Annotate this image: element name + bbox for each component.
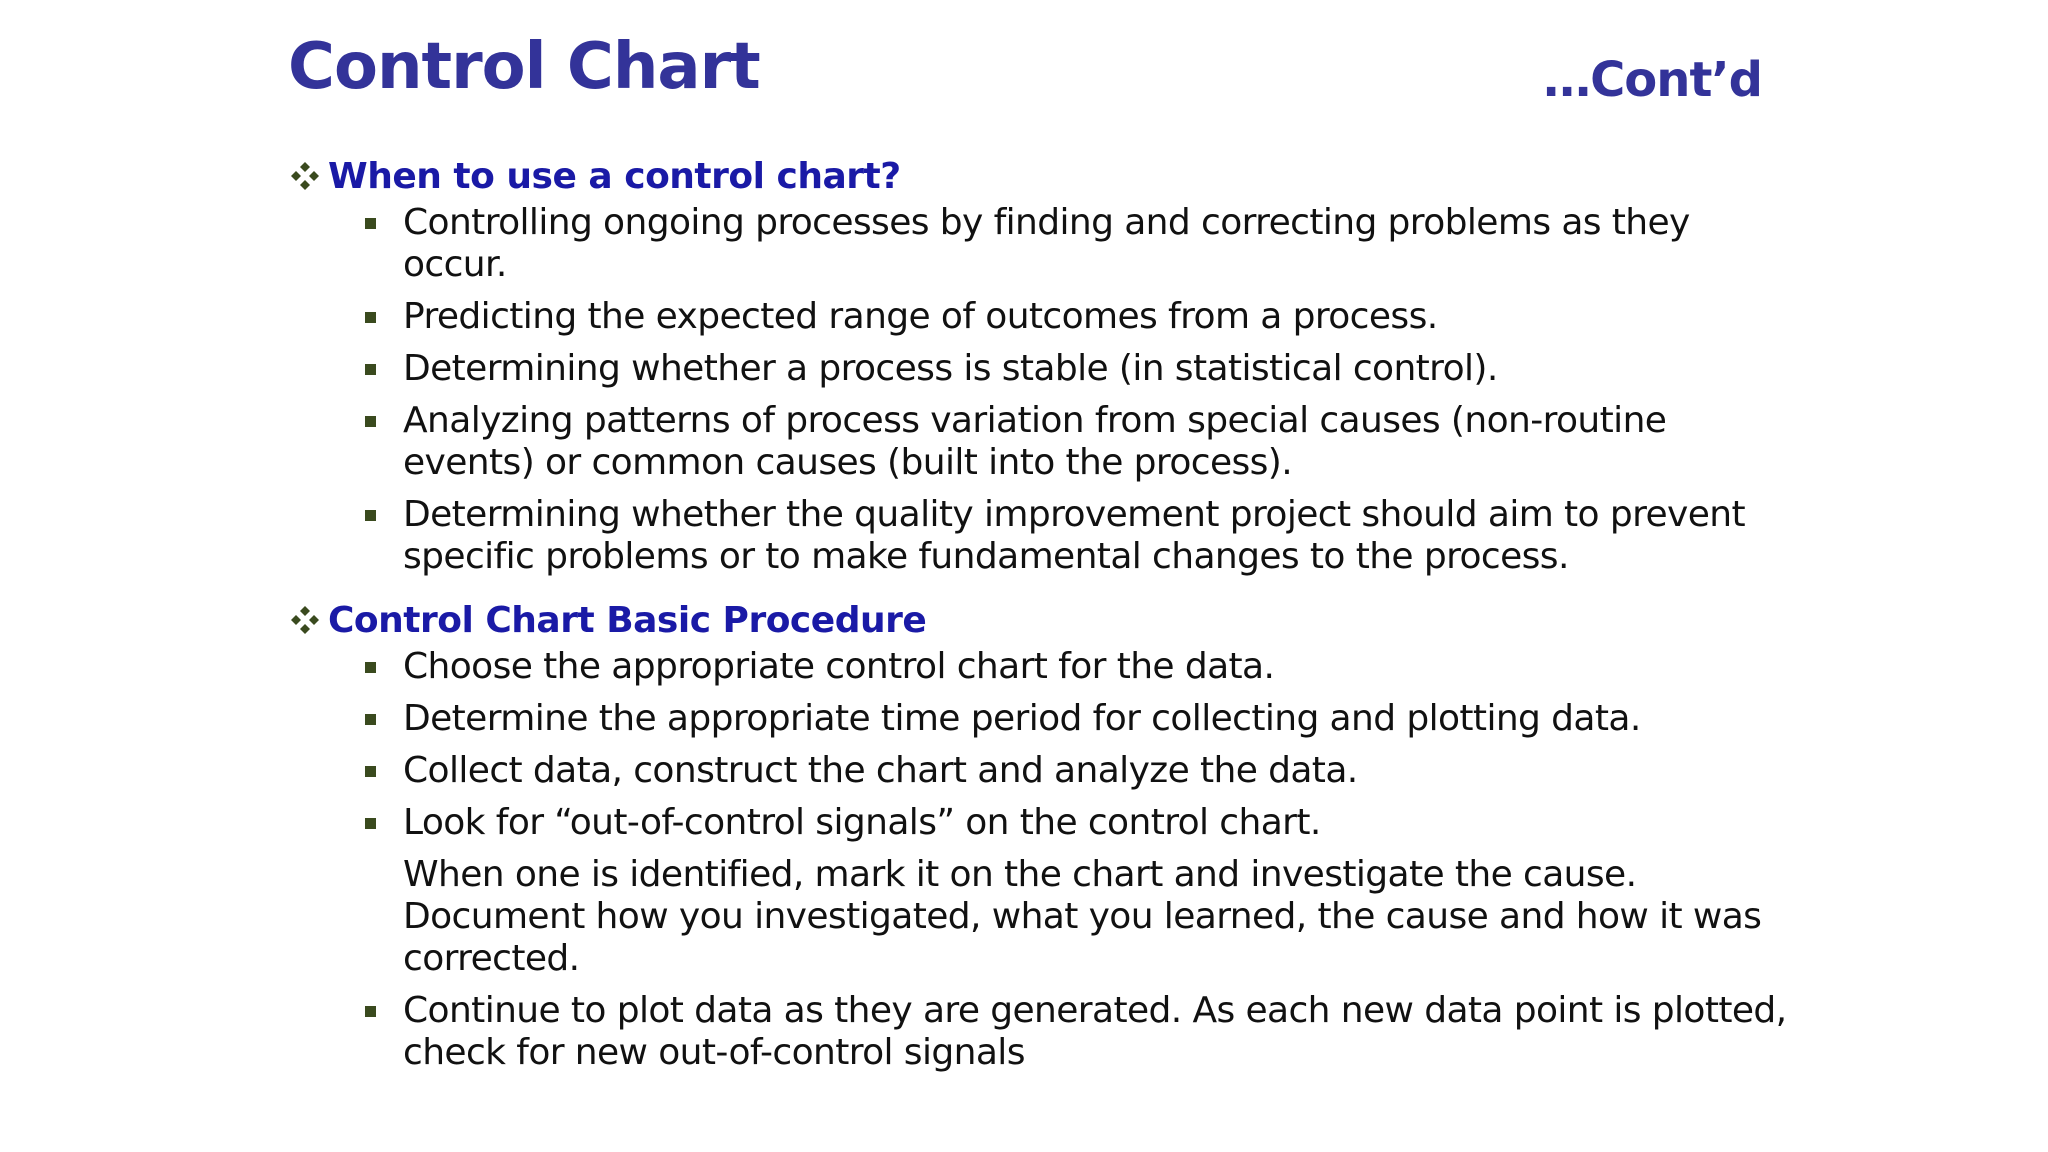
four-diamond-bullet-icon — [290, 161, 320, 191]
square-bullet-icon — [365, 364, 376, 375]
square-bullet-icon — [365, 218, 376, 229]
list-item: Continue to plot data as they are generated. As each new data point is plotted, check for new out-of-control signals — [365, 990, 1790, 1074]
section-heading-basic-procedure — [290, 594, 1790, 646]
square-bullet-icon — [365, 662, 376, 673]
list-item: Choose the appropriate control chart for the data. — [365, 646, 1790, 688]
list-item: Collect data, construct the chart and analyze the data. — [365, 750, 1790, 792]
list-item: Determining whether a process is stable (in statistical control). — [365, 348, 1790, 390]
section-heading-when-to-use — [290, 150, 1790, 202]
bullet-list-basic-procedure — [290, 646, 1790, 1074]
square-bullet-icon — [365, 714, 376, 725]
list-item: Look for “out-of-control signals” on the control chart. — [365, 802, 1790, 844]
square-bullet-icon — [365, 766, 376, 777]
section-heading-label: When to use a control chart? — [328, 155, 901, 197]
square-bullet-icon — [365, 312, 376, 323]
bullet-list-when-to-use — [290, 202, 1790, 578]
list-item: Analyzing patterns of process variation from special causes (non-routine events) or common causes (built into the process). — [365, 400, 1790, 484]
list-item: Determining whether the quality improvement project should aim to prevent specific problems or to make fundamental changes to the process. — [365, 494, 1790, 578]
four-diamond-bullet-icon — [290, 605, 320, 635]
list-item: Controlling ongoing processes by finding and correcting problems as they occur. — [365, 202, 1790, 286]
list-item: Predicting the expected range of outcomes from a process. — [365, 296, 1790, 338]
slide-title-continued: …Cont’d — [1543, 52, 1762, 108]
square-bullet-icon — [365, 818, 376, 829]
slide-content — [290, 150, 1790, 1084]
square-bullet-icon — [365, 510, 376, 521]
slide-title: Control Chart — [288, 30, 760, 104]
list-item-continuation: When one is identified, mark it on the chart and investigate the cause. Document how you investigated, what you learned, the cause and how it was corrected. — [403, 854, 1762, 979]
square-bullet-icon — [365, 416, 376, 427]
section-heading-label: Control Chart Basic Procedure — [328, 599, 927, 641]
list-item: Determine the appropriate time period for collecting and plotting data. — [365, 698, 1790, 740]
square-bullet-icon — [365, 1006, 376, 1017]
